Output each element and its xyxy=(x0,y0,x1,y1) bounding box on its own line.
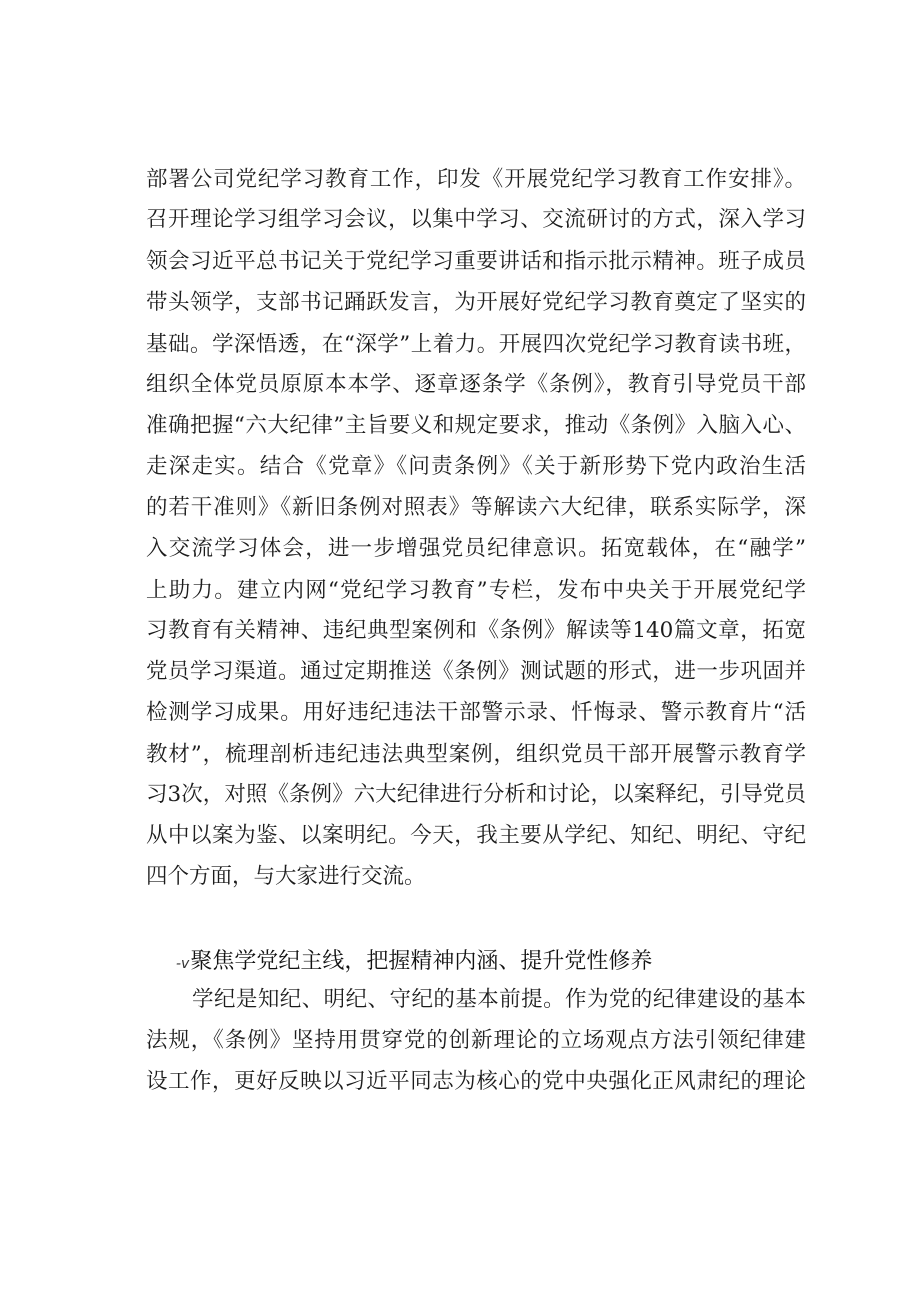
body-text-line: 入交流学习体会，进一步增强党员纪律意识。拓宽载体，在“融学” xyxy=(146,536,806,561)
body-text-line: 设工作，更好反映以习近平同志为核心的党中央强化正风肃纪的理论 xyxy=(146,1069,806,1094)
body-text-line: 四个方面，与大家进行交流。 xyxy=(146,864,426,889)
body-text-line: 部署公司党纪学习教育工作，印发《开展党纪学习教育工作安排》。 xyxy=(146,167,806,192)
body-text-line: 召开理论学习组学习会议，以集中学习、交流研讨的方式，深入学习 xyxy=(146,207,806,232)
body-text-line: 基础。学深悟透，在“深学”上着力。开展四次党纪学习教育读书班， xyxy=(146,332,806,357)
body-text-line: 教材”，梳理剖析违纪违法典型案例，组织党员干部开展警示教育学 xyxy=(146,742,806,767)
body-text-line: 从中以案为鉴、以案明纪。今天，我主要从学纪、知纪、明纪、守纪 xyxy=(146,823,806,848)
heading-text: 聚焦学党纪主线，把握精神内涵、提升党性修养 xyxy=(190,949,653,974)
heading-marker: -v xyxy=(176,956,190,972)
body-text-line: 党员学习渠道。通过定期推送《条例》测试题的形式，进一步巩固并 xyxy=(146,659,806,684)
body-text-line: 习教育有关精神、违纪典型案例和《条例》解读等140篇文章，拓宽 xyxy=(146,618,806,643)
body-text-line: 走深走实。结合《党章》《问责条例》《关于新形势下党内政治生活 xyxy=(146,454,806,479)
body-text-line: 的若干准则》《新旧条例对照表》等解读六大纪律，联系实际学，深 xyxy=(146,495,806,520)
body-text-line: 学纪是知纪、明纪、守纪的基本前提。作为党的纪律建设的基本 xyxy=(192,987,806,1012)
section-heading xyxy=(176,944,652,980)
body-text-line: 上助力。建立内网“党纪学习教育”专栏，发布中央关于开展党纪学 xyxy=(146,578,806,603)
body-text-line: 领会习近平总书记关于党纪学习重要讲话和指示批示精神。班子成员 xyxy=(146,249,806,274)
body-text-line: 法规，《条例》坚持用贯穿党的创新理论的立场观点方法引领纪律建 xyxy=(146,1028,806,1053)
body-text-line: 组织全体党员原原本本学、逐章逐条学《条例》，教育引导党员干部 xyxy=(146,372,806,397)
body-text-line: 带头领学，支部书记踊跃发言，为开展好党纪学习教育奠定了坚实的 xyxy=(146,290,806,315)
body-text-line: 准确把握“六大纪律”主旨要义和规定要求，推动《条例》入脑入心、 xyxy=(146,413,806,438)
body-text-line: 习3次，对照《条例》六大纪律进行分析和讨论，以案释纪，引导党员 xyxy=(146,782,806,807)
body-text-line: 检测学习成果。用好违纪违法干部警示录、忏悔录、警示教育片“活 xyxy=(146,700,806,725)
